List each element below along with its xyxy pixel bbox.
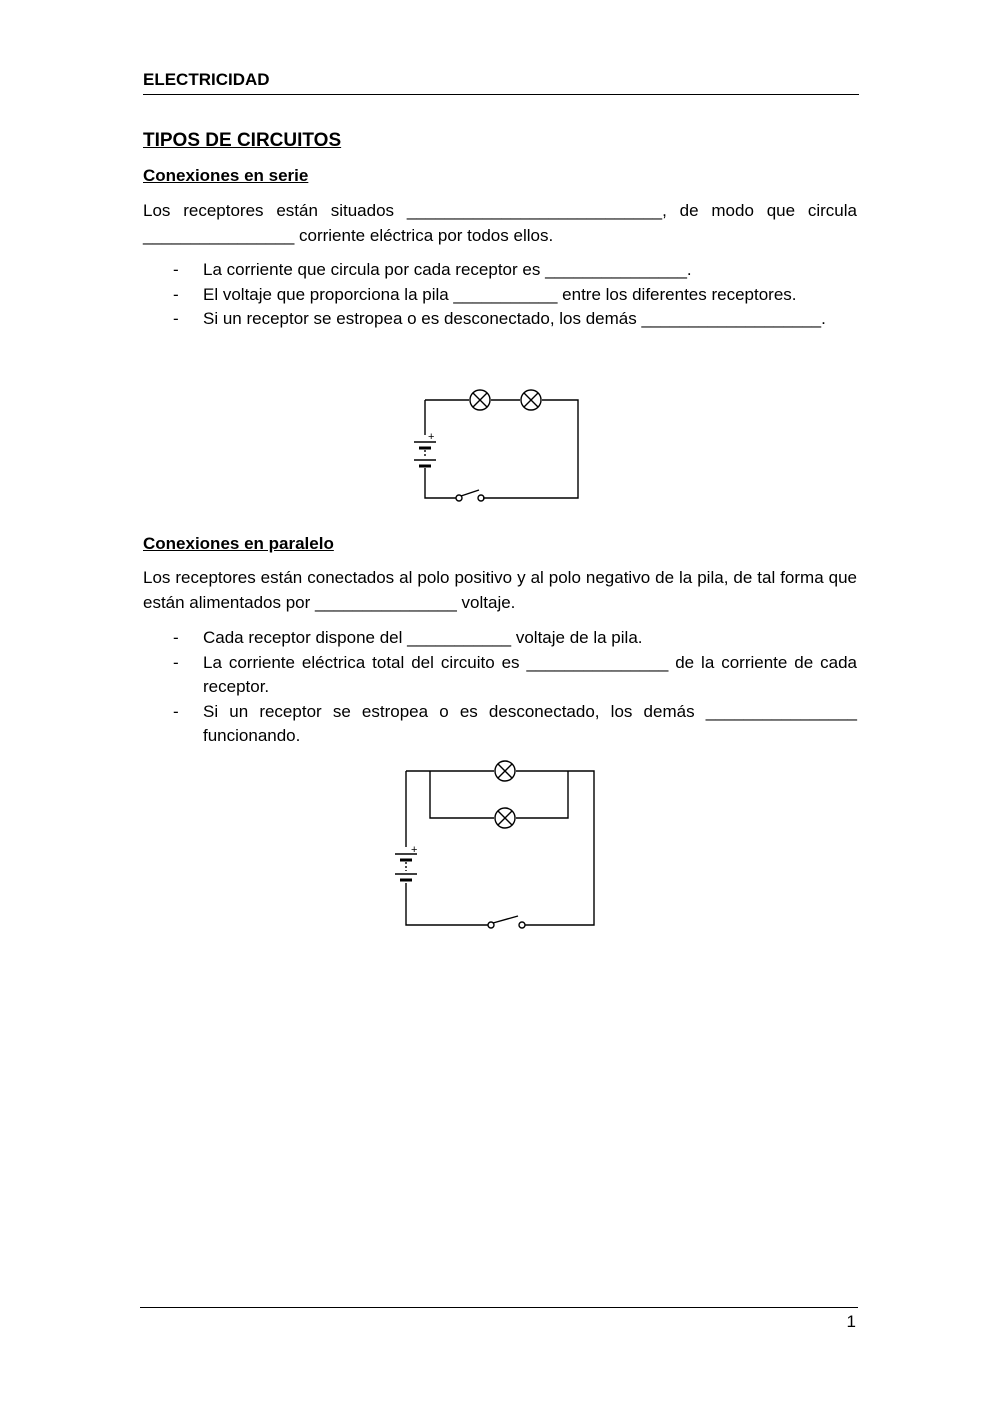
section-heading-serie: Conexiones en serie [143, 166, 309, 185]
list-item: - Si un receptor se estropea o es desconectado, los demás ________________ funcionando. [173, 701, 857, 745]
list-item-text: El voltaje que proporciona la pila ___________ entre los diferentes receptores. [203, 284, 797, 304]
lamp-icon [495, 808, 515, 828]
lamp-icon [470, 390, 490, 410]
list-item-text: Cada receptor dispone del ___________ voltaje de la pila. [203, 628, 643, 647]
lamp-icon [521, 390, 541, 410]
page-number: 1 [846, 1312, 856, 1331]
list-item: - Si un receptor se estropea o es desconectado, los demás ___________________. [173, 309, 826, 328]
lamp-icon [495, 761, 515, 781]
battery-icon [395, 854, 417, 880]
paralelo-intro-paragraph: Los receptores están conectados al polo positivo y al polo negativo de la pila, de tal forma que están alimentados por _______________ voltaje. [143, 568, 857, 612]
paralelo-list [143, 626, 857, 749]
list-item-text: La corriente eléctrica total del circuito es _______________ de la corriente de cada receptor. [203, 652, 857, 696]
battery-icon [414, 442, 436, 466]
series-circuit-diagram [400, 380, 600, 505]
serie-intro-paragraph: Los receptores están situados ___________________________, de modo que circula ________________ corriente eléctrica por todos ellos. [143, 201, 857, 245]
switch-icon [488, 916, 525, 928]
list-item-text: Si un receptor se estropea o es desconectado, los demás ________________ funcionando. [203, 701, 857, 745]
circuit-wire [406, 771, 488, 925]
list-item: - Cada receptor dispone del ___________ voltaje de la pila. [173, 628, 643, 647]
list-item-text: Si un receptor se estropea o es desconectado, los demás ___________________. [203, 309, 826, 328]
circuit-wire [430, 771, 568, 818]
switch-icon [456, 490, 484, 501]
list-item: - El voltaje que proporciona la pila ___________ entre los diferentes receptores. [173, 284, 797, 304]
list-item: - La corriente eléctrica total del circuito es _______________ de la corriente de cada receptor. [173, 652, 857, 696]
battery-positive-label: + [411, 844, 418, 856]
page-header: ELECTRICIDAD [143, 70, 859, 95]
parallel-circuit-diagram [390, 755, 610, 935]
page-title: TIPOS DE CIRCUITOS [143, 130, 342, 151]
circuit-wire [425, 400, 578, 498]
list-item-text: La corriente que circula por cada receptor es _______________. [203, 260, 692, 279]
footer-divider [140, 1307, 858, 1308]
circuit-wire [406, 771, 594, 925]
battery-positive-label: + [428, 431, 435, 443]
list-item: - La corriente que circula por cada receptor es _______________. [173, 260, 692, 279]
section-heading-paralelo: Conexiones en paralelo [143, 534, 334, 553]
serie-list [143, 258, 857, 332]
